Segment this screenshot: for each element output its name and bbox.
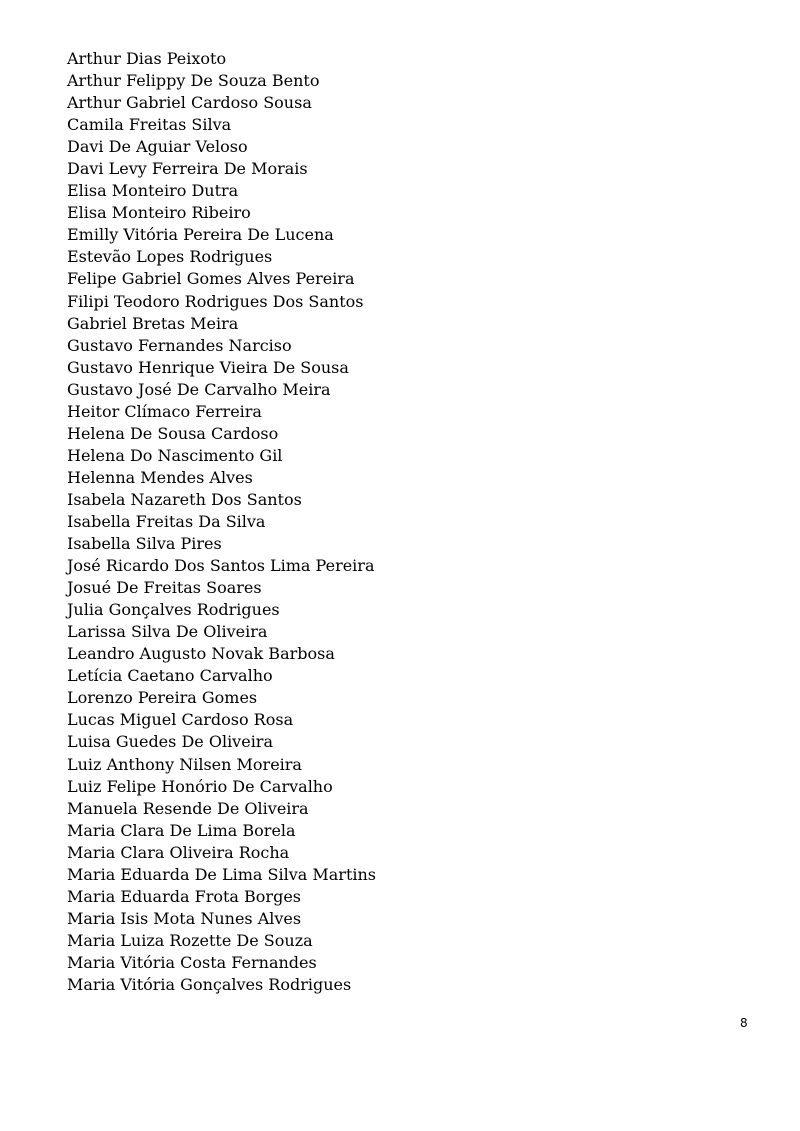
list-item: Luisa Guedes De Oliveira <box>67 732 273 752</box>
list-item: Gustavo Henrique Vieira De Sousa <box>67 357 349 377</box>
list-item: Gustavo José De Carvalho Meira <box>67 379 331 399</box>
list-item: Manuela Resende De Oliveira <box>67 798 309 818</box>
list-item: Maria Clara De Lima Borela <box>67 820 296 840</box>
list-item: Filipi Teodoro Rodrigues Dos Santos <box>67 291 364 311</box>
list-item: Emilly Vitória Pereira De Lucena <box>67 225 334 245</box>
list-item: Maria Vitória Gonçalves Rodrigues <box>67 974 352 994</box>
list-item: Arthur Gabriel Cardoso Sousa <box>67 93 312 113</box>
list-item: Davi De Aguiar Veloso <box>67 137 248 157</box>
list-item: Luiz Anthony Nilsen Moreira <box>67 754 302 774</box>
list-item: Larissa Silva De Oliveira <box>67 622 268 642</box>
list-item: Josué De Freitas Soares <box>67 578 262 598</box>
list-item: Helena De Sousa Cardoso <box>67 423 279 443</box>
list-item: Maria Clara Oliveira Rocha <box>67 842 290 862</box>
list-item: Camila Freitas Silva <box>67 115 232 135</box>
list-item: José Ricardo Dos Santos Lima Pereira <box>67 556 375 576</box>
list-item: Maria Eduarda Frota Borges <box>67 886 301 906</box>
list-item: Luiz Felipe Honório De Carvalho <box>67 776 333 796</box>
list-item: Arthur Dias Peixoto <box>67 49 227 68</box>
list-item: Maria Vitória Costa Fernandes <box>67 952 317 972</box>
list-item: Elisa Monteiro Ribeiro <box>67 203 251 223</box>
list-item: Elisa Monteiro Dutra <box>67 181 239 201</box>
list-item: Lorenzo Pereira Gomes <box>67 688 258 708</box>
list-item: Felipe Gabriel Gomes Alves Pereira <box>67 269 355 289</box>
list-item: Leandro Augusto Novak Barbosa <box>67 644 335 664</box>
list-item: Arthur Felippy De Souza Bento <box>67 71 320 91</box>
list-item: Lucas Miguel Cardoso Rosa <box>67 710 294 730</box>
list-item: Maria Luiza Rozette De Souza <box>67 930 313 950</box>
list-item: Letícia Caetano Carvalho <box>67 666 273 686</box>
list-item: Gustavo Fernandes Narciso <box>67 335 292 355</box>
list-item: Estevão Lopes Rodrigues <box>67 247 273 267</box>
list-item: Davi Levy Ferreira De Morais <box>67 159 308 179</box>
list-item: Maria Eduarda De Lima Silva Martins <box>67 864 377 884</box>
name-list <box>67 48 376 996</box>
list-item: Isabella Silva Pires <box>67 534 222 554</box>
list-item: Gabriel Bretas Meira <box>67 313 239 333</box>
list-item: Isabela Nazareth Dos Santos <box>67 489 302 509</box>
list-item: Helena Do Nascimento Gil <box>67 445 283 465</box>
list-item: Julia Gonçalves Rodrigues <box>67 600 280 620</box>
page-number: 8 <box>740 1016 748 1030</box>
list-item: Heitor Clímaco Ferreira <box>67 401 262 421</box>
list-item: Helenna Mendes Alves <box>67 467 253 487</box>
list-item: Maria Isis Mota Nunes Alves <box>67 908 302 928</box>
list-item: Isabella Freitas Da Silva <box>67 511 266 531</box>
